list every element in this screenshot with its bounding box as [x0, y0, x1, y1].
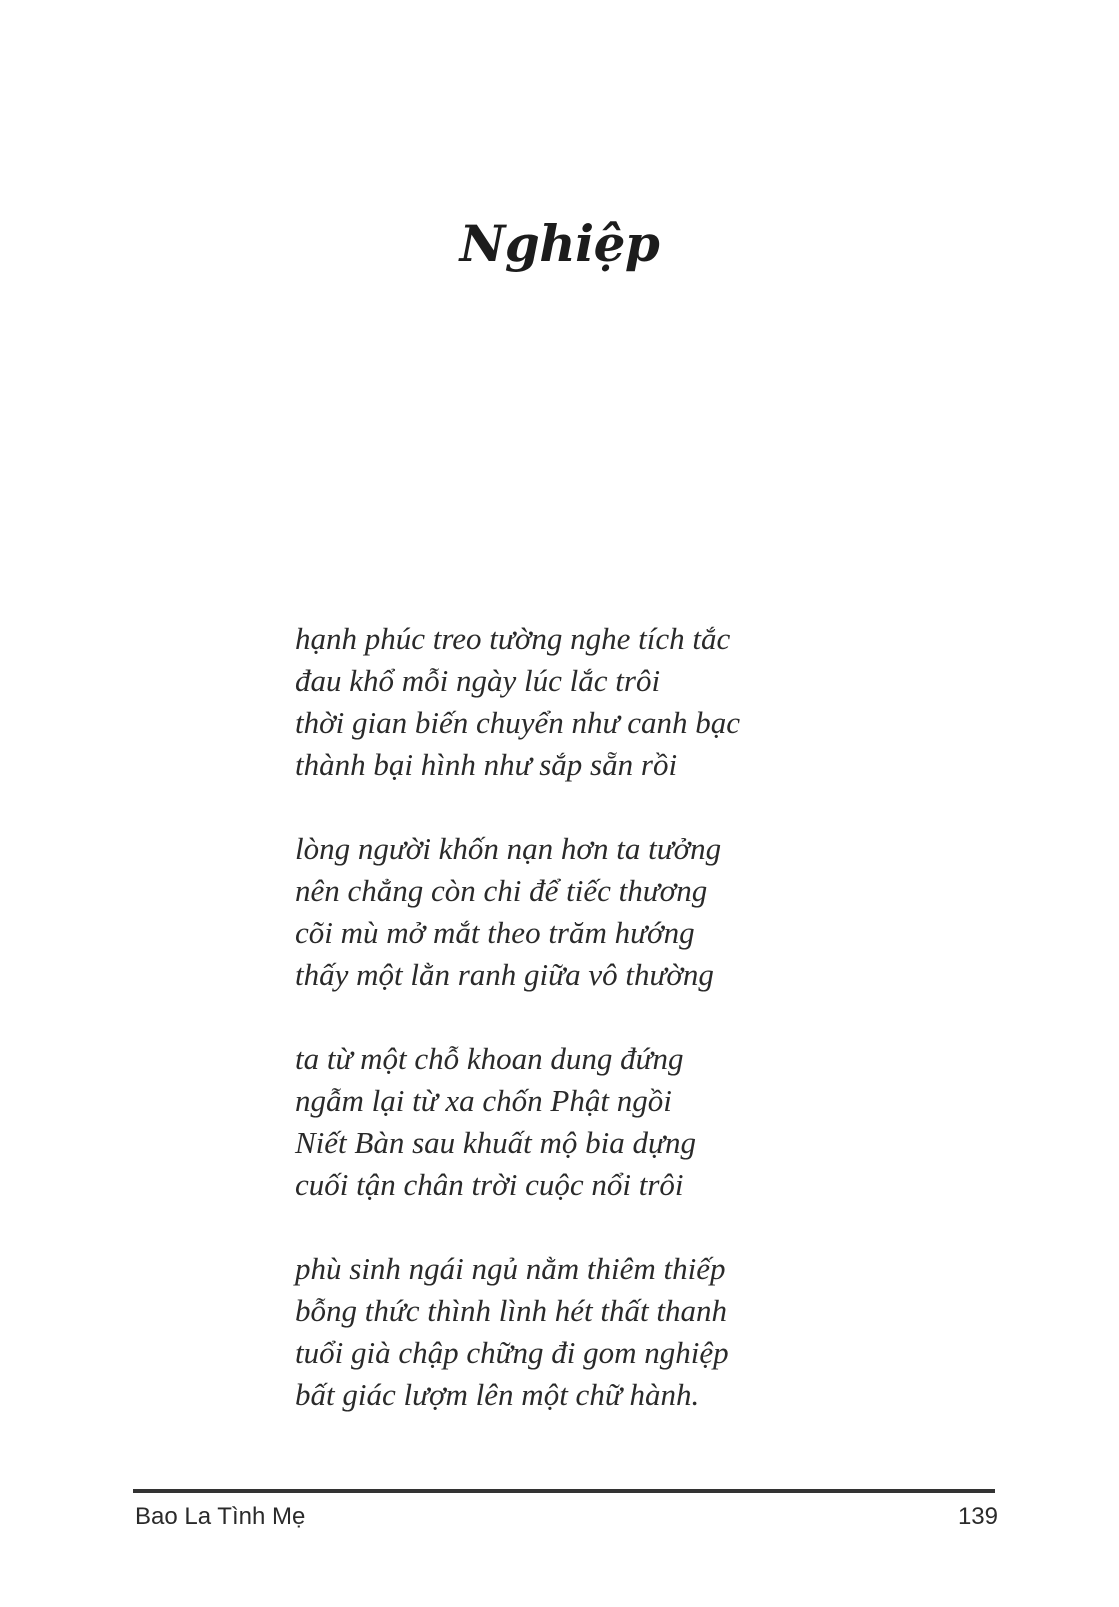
poem-line: nên chẳng còn chi để tiếc thương [295, 873, 708, 908]
poem-body [295, 618, 1015, 1458]
footer-page-number: 139 [957, 1503, 998, 1530]
footer-book-title: Bao La Tình Mẹ [135, 1503, 306, 1530]
poem-line: tuổi già chập chững đi gom nghiệp [295, 1335, 729, 1370]
poem-line: cuối tận chân trời cuộc nổi trôi [295, 1167, 684, 1202]
poem-line: đau khổ mỗi ngày lúc lắc trôi [295, 663, 661, 698]
poem-line: lòng người khốn nạn hơn ta tưởng [295, 831, 722, 866]
poem-line: phù sinh ngái ngủ nằm thiêm thiếp [295, 1251, 726, 1286]
poem-line: Niết Bàn sau khuất mộ bia dựng [295, 1125, 696, 1160]
poem-line: hạnh phúc treo tường nghe tích tắc [295, 621, 731, 656]
footer-divider [133, 1489, 995, 1493]
poem-line: cõi mù mở mắt theo trăm hướng [295, 915, 695, 950]
poem-line: thời gian biến chuyển như canh bạc [295, 705, 740, 740]
poem-stanza-2 [295, 828, 1015, 996]
poem-line: bỗng thức thình lình hét thất thanh [295, 1293, 727, 1328]
poem-line: ta từ một chỗ khoan dung đứng [295, 1041, 684, 1076]
poem-line: bất giác lượm lên một chữ hành. [295, 1377, 700, 1412]
poem-stanza-3 [295, 1038, 1015, 1206]
poem-line: thấy một lằn ranh giữa vô thường [295, 957, 714, 992]
poem-title: Nghiệp [459, 214, 660, 273]
poem-stanza-1 [295, 618, 1015, 786]
poem-line: thành bại hình như sắp sẵn rồi [295, 747, 678, 782]
poem-line: ngẫm lại từ xa chốn Phật ngồi [295, 1083, 672, 1118]
poem-stanza-4 [295, 1248, 1015, 1416]
